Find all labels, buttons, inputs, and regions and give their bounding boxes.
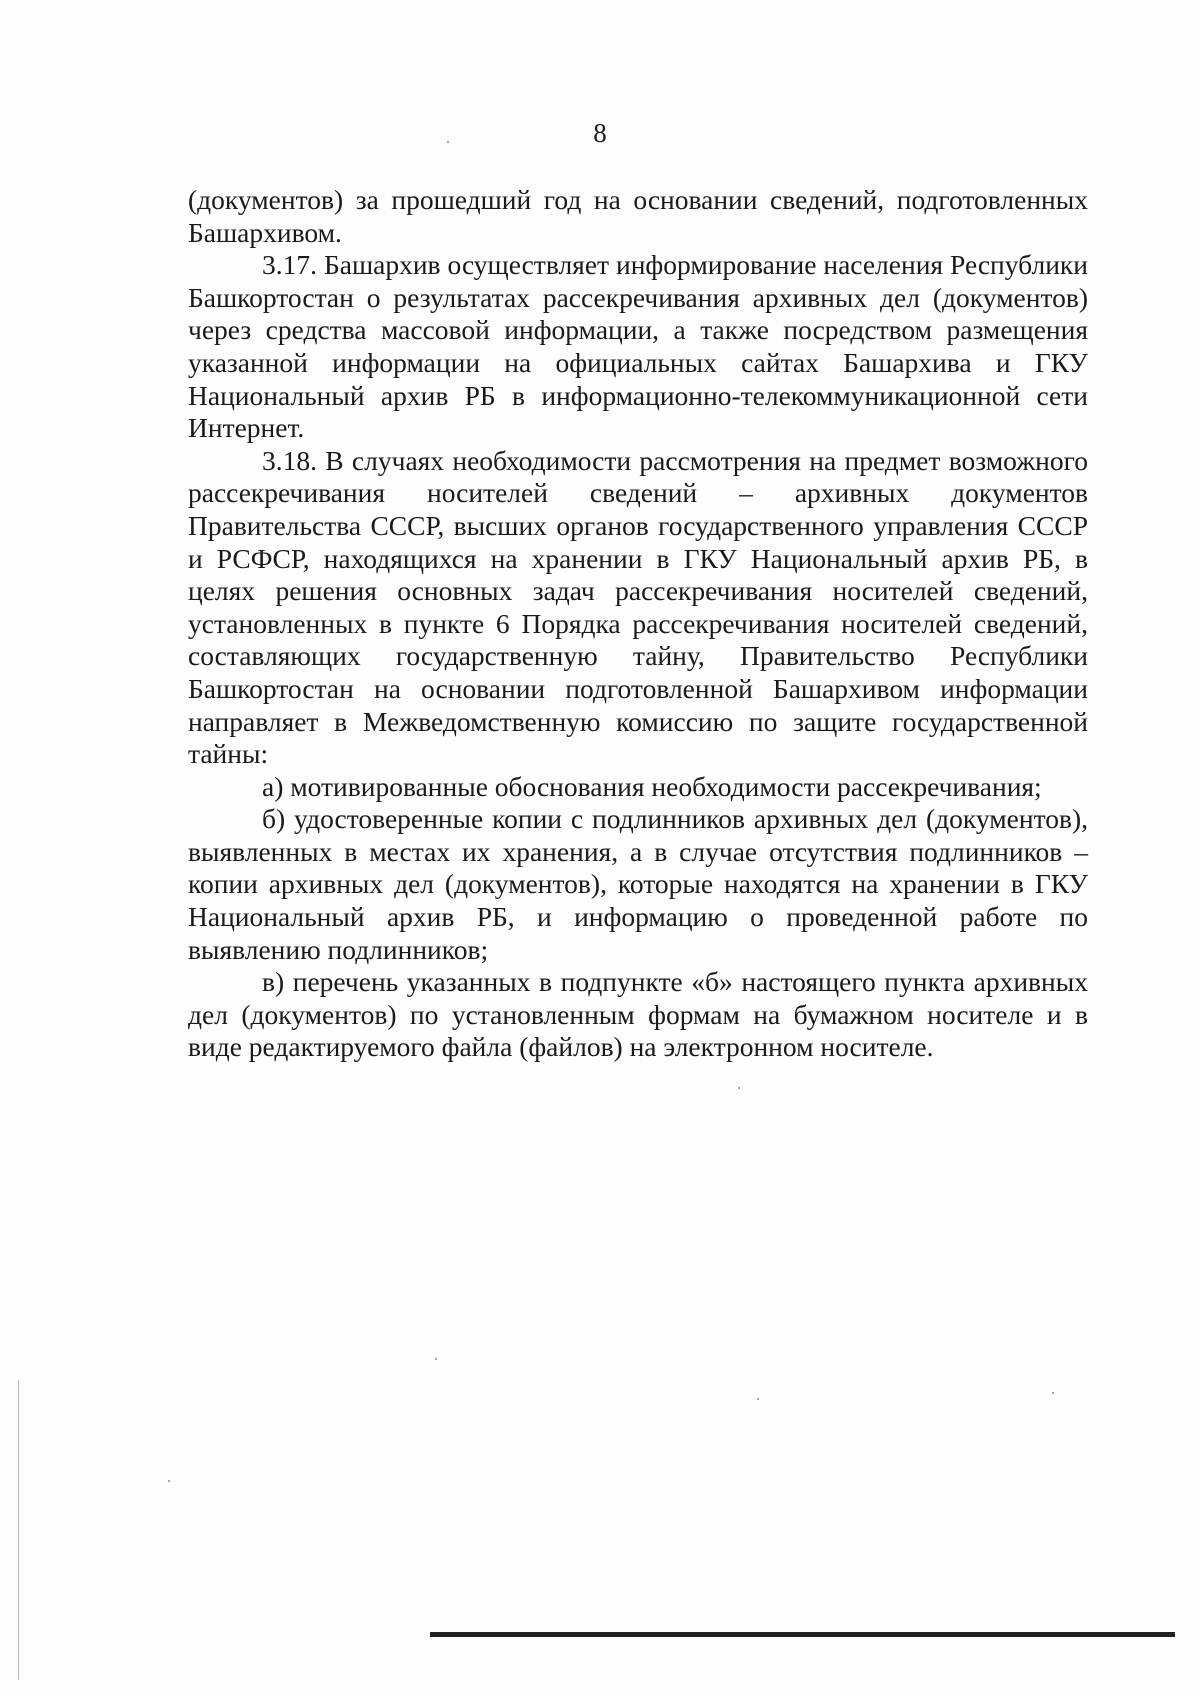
scan-speck	[738, 1087, 740, 1089]
paragraph-3-18: 3.18. В случаях необходимости рассмотрения на предмет возможного рассекречивания носителей сведений – архивных документов Правительства СССР, высших органов государственного управления СССР и РСФСР, находящихся на хранении в ГКУ Национальный архив РБ, в целях решения основных задач рассекречивания носителей сведений, установленных в пункте 6 Порядка рассекречивания носителей сведений, составляющих государственную тайну, Правительство Республики Башкортостан на основании подготовленной Башархивом информации направляет в Межведомственную комиссию по защите государственной тайны:	[188, 444, 1088, 770]
scan-speck	[435, 1358, 437, 1360]
document-body	[188, 184, 1088, 1064]
subparagraph-v: в) перечень указанных в подпункте «б» настоящего пункта архивных дел (документов) по установленным формам на бумажном носителе и в виде редактируемого файла (файлов) на электронном носителе.	[188, 966, 1088, 1063]
scan-speck	[168, 1480, 170, 1482]
paragraph-3-17: 3.17. Башархив осуществляет информирование населения Республики Башкортостан о результатах рассекречивания архивных дел (документов) через средства массовой информации, а также посредством размещения указанной информации на официальных сайтах Башархива и ГКУ Национальный архив РБ в информационно-телекоммуникационной сети Интернет.	[188, 249, 1088, 444]
paragraph-continuation: (документов) за прошедший год на основании сведений, подготовленных Башархивом.	[188, 184, 1088, 248]
page-number: 8	[593, 118, 607, 148]
scan-edge-line	[18, 1380, 19, 1680]
scan-speck	[447, 141, 449, 143]
subparagraph-b: б) удостоверенные копии с подлинников архивных дел (документов), выявленных в местах их хранения, а в случае отсутствия подлинников – копии архивных дел (документов), которые находятся на хранении в ГКУ Национальный архив РБ, и информацию о проведенной работе по выявлению подлинников;	[188, 803, 1088, 965]
scan-speck	[1052, 1392, 1054, 1394]
scan-bottom-line	[430, 1632, 1175, 1637]
scan-speck	[757, 1398, 759, 1400]
subparagraph-a: а) мотивированные обоснования необходимости рассекречивания;	[262, 770, 1042, 802]
